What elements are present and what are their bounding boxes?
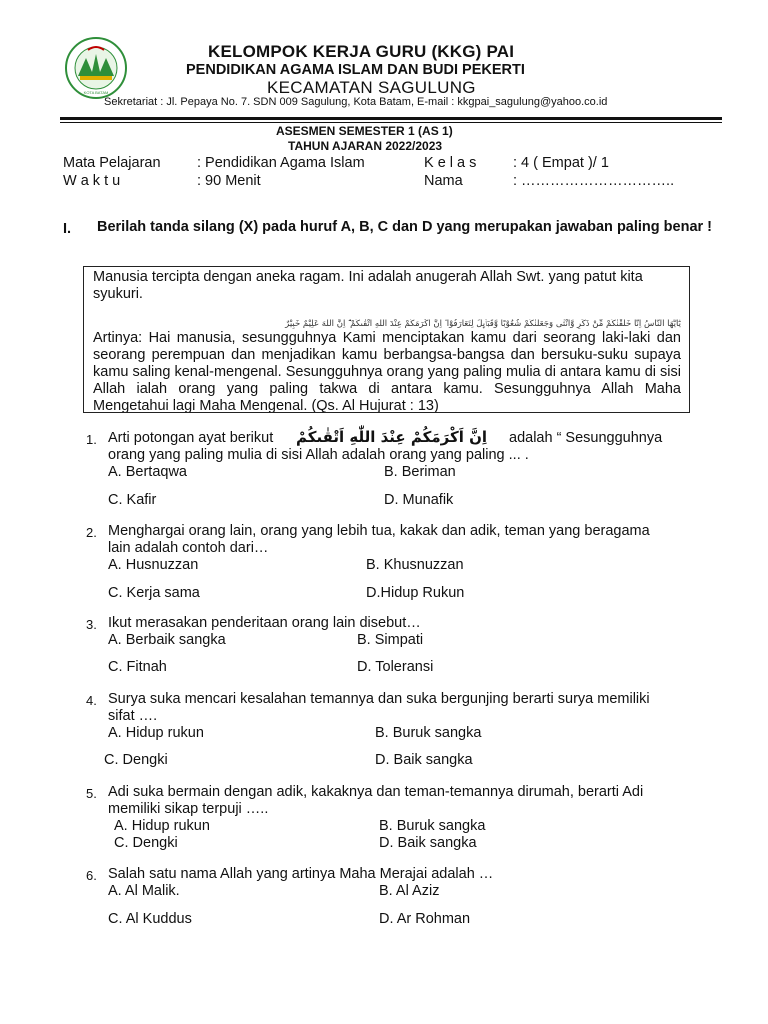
svg-text:KOTA BATAM: KOTA BATAM [83,90,109,95]
reading-passage-box [83,266,690,413]
option-c[interactable]: C. Dengki [104,752,168,768]
question-number: 2. [86,525,97,540]
header-divider-thick [60,117,722,120]
option-c[interactable]: C. Al Kuddus [108,911,192,927]
question-text: Adi suka bermain dengan adik, kakaknya dan teman-temannya dirumah, berarti Adi [108,784,644,800]
option-d[interactable]: D. Toleransi [357,659,434,675]
question-text: Menghargai orang lain, orang yang lebih tua, kakak dan adik, teman yang beragama [108,523,650,539]
name-label: Nama [424,173,463,189]
option-d[interactable]: D. Ar Rohman [379,911,471,927]
question-number: 6. [86,868,97,883]
question-text: adalah “ Sesungguhnya [509,430,663,446]
option-a[interactable]: A. Berbaik sangka [108,632,226,648]
question-text: memiliki sikap terpuji ….. [108,801,269,817]
option-d[interactable]: D. Munafik [384,492,454,508]
class-value: : 4 ( Empat )/ 1 [513,155,609,171]
header-divider-thin [60,122,722,123]
option-b[interactable]: B. Khusnuzzan [366,557,464,573]
header-address: Sekretariat : Jl. Pepaya No. 7. SDN 009 Sagulung, Kota Batam, E-mail : kkgpai_sagulung@yahoo.co.id [104,96,608,108]
header-district: KECAMATAN SAGULUNG [267,78,476,97]
header-org-name: KELOMPOK KERJA GURU (KKG) PAI [208,42,515,61]
option-b[interactable]: B. Beriman [384,464,456,480]
question-text: Arti potongan ayat berikut [108,430,274,446]
header-subject: PENDIDIKAN AGAMA ISLAM DAN BUDI PEKERTI [186,62,525,78]
option-b[interactable]: B. Al Aziz [379,883,440,899]
question-number: 1. [86,432,97,447]
question-text: Salah satu nama Allah yang artinya Maha Merajai adalah … [108,866,494,882]
option-b[interactable]: B. Buruk sangka [375,725,482,741]
question-text: Ikut merasakan penderitaan orang lain disebut… [108,615,421,631]
passage-translation: Artinya: Hai manusia, sesungguhnya Kami menciptakan kamu dari seorang laki-laki dan seorang perempuan dan menjadikan kamu berbangsa-bangsa dan bersuku-suku supaya kamu saling kenal-mengenal. Sesungguhnya orang yang paling mulia di antara kamu di sisi Allah ialah orang yang paling takwa di antara kamu. Sesungguhnya Allah Maha Mengetahui lagi Maha Mengenal. (Qs. Al Hujurat : 13) [93,330,681,413]
question-text: sifat …. [108,708,158,724]
exam-title: ASESMEN SEMESTER 1 (AS 1) [276,124,453,138]
option-a[interactable]: A. Husnuzzan [108,557,199,573]
option-a[interactable]: A. Hidup rukun [108,725,204,741]
exam-year: TAHUN AJARAN 2022/2023 [288,139,443,153]
option-a[interactable]: A. Al Malik. [108,883,180,899]
name-field[interactable]: : ………………………….. [513,173,675,189]
option-d[interactable]: D. Baik sangka [379,835,477,851]
question-ayat: اِنَّ اَكْرَمَكُمْ عِنْدَ اللّٰهِ اَتْقٰىكُمْ [296,428,488,446]
option-b[interactable]: B. Buruk sangka [379,818,486,834]
question-number: 3. [86,617,97,632]
option-c[interactable]: C. Kerja sama [108,585,200,601]
question-number: 4. [86,693,97,708]
option-a[interactable]: A. Bertaqwa [108,464,187,480]
kkg-logo [48,36,144,100]
option-a[interactable]: A. Hidup rukun [114,818,210,834]
option-d[interactable]: D. Baik sangka [375,752,473,768]
time-label: W a k t u [63,173,121,189]
subject-value: : Pendidikan Agama Islam [197,155,365,171]
option-d[interactable]: D.Hidup Rukun [366,585,465,601]
class-label: K e l a s [424,155,477,171]
section-instruction: Berilah tanda silang (X) pada huruf A, B, C dan D yang merupakan jawaban paling benar ! [97,219,713,235]
question-text: orang yang paling mulia di sisi Allah adalah orang yang paling ... . [108,447,529,463]
option-c[interactable]: C. Kafir [108,492,157,508]
subject-label: Mata Pelajaran [63,155,161,171]
question-text: lain adalah contoh dari… [108,540,269,556]
passage-arabic-verse: يٰٓاَيُّهَا النَّاسُ اِنَّا خَلَقْنٰكُمْ مِّنْ ذَكَرٍ وَّاُنْثٰى وَجَعَلْنٰكُمْ شُعُوْبًا وَّقَبَاۤىِٕلَ لِتَعَارَفُوْا ۚ اِنَّ اَكْرَمَكُمْ عِنْدَ اللّٰهِ اَتْقٰىكُمْ ۗ اِنَّ اللّٰهَ عَلِيْمٌ خَبِيْرٌ [285,319,681,329]
question-number: 5. [86,786,97,801]
option-b[interactable]: B. Simpati [357,632,424,648]
section-number: I. [63,221,72,237]
passage-intro: Manusia tercipta dengan aneka ragam. Ini adalah anugerah Allah Swt. yang patut kita syukuri. [93,269,643,302]
time-value: : 90 Menit [197,173,261,189]
question-text: Surya suka mencari kesalahan temannya dan suka bergunjing berarti surya memiliki [108,691,650,707]
option-c[interactable]: C. Fitnah [108,659,167,675]
option-c[interactable]: C. Dengki [114,835,178,851]
